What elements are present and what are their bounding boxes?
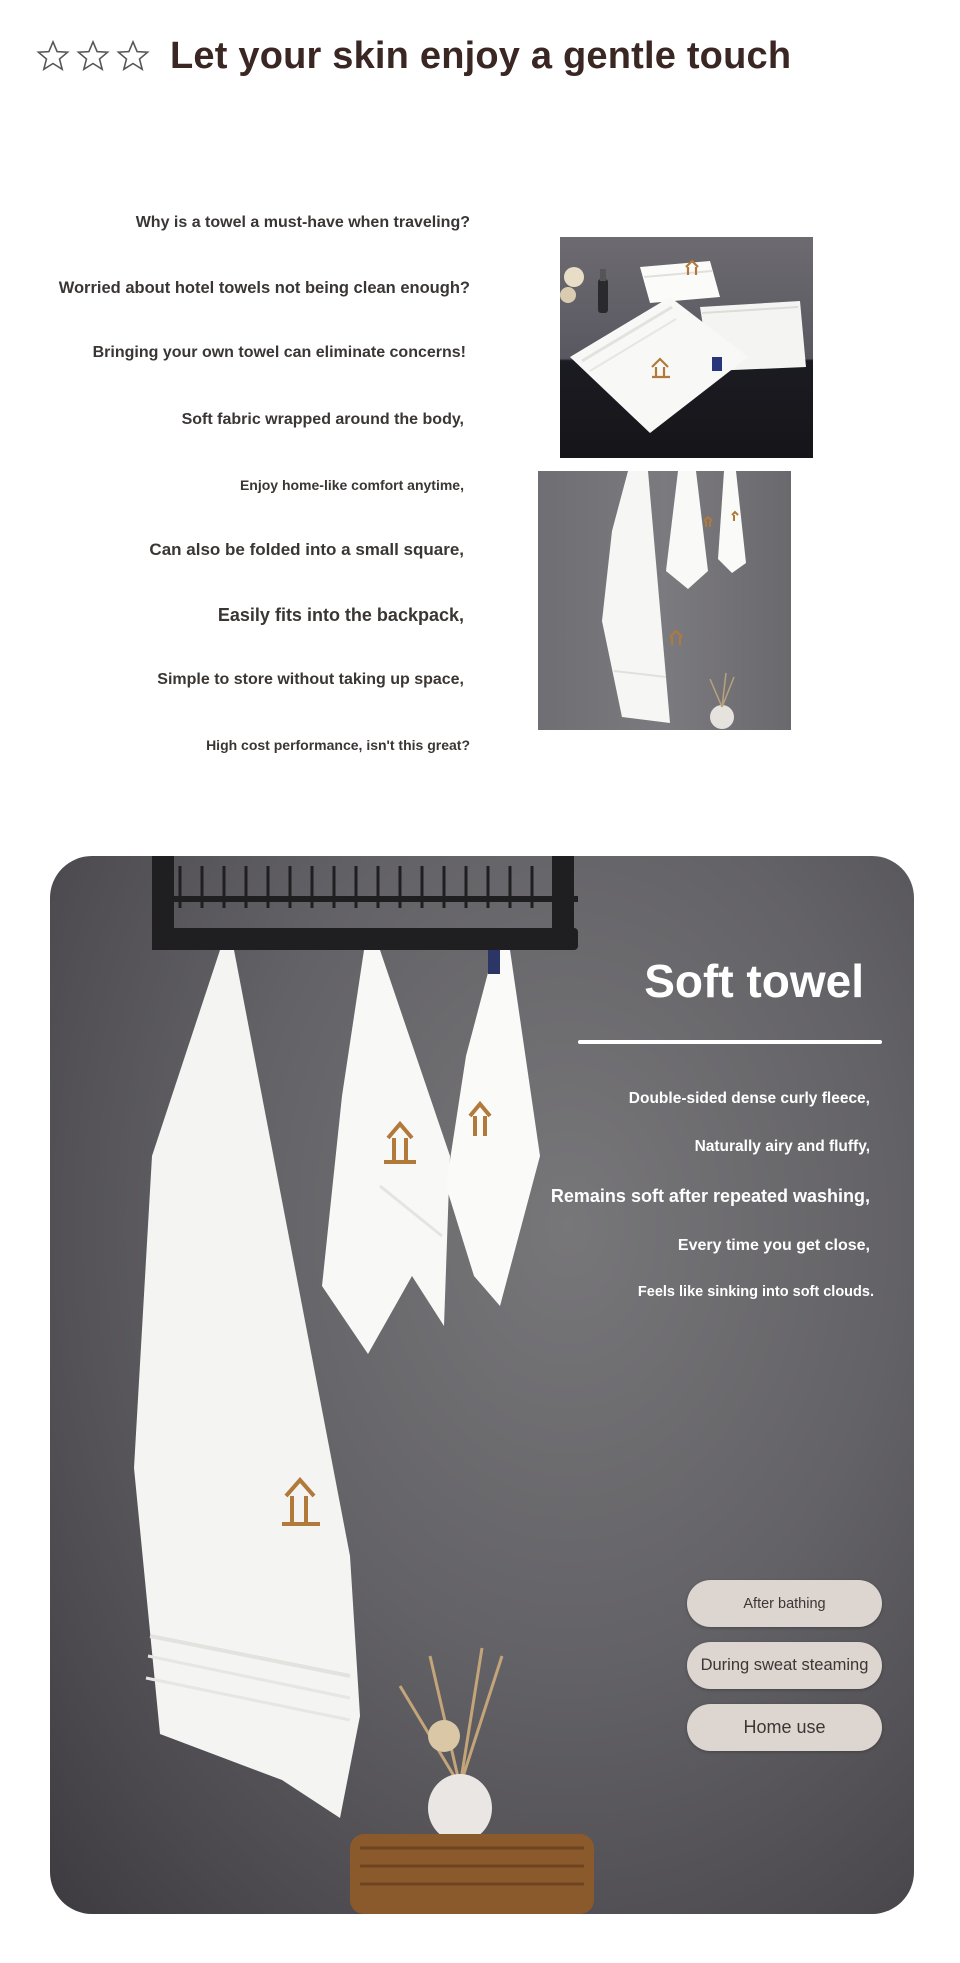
star-outline-icon: [36, 39, 70, 73]
star-outline-icon: [116, 39, 150, 73]
use-case-home-use: Home use: [687, 1704, 882, 1751]
intro-line: High cost performance, isn't this great?: [206, 737, 470, 753]
hero-title: Soft towel: [644, 955, 864, 1007]
page-title: Let your skin enjoy a gentle touch: [170, 34, 792, 77]
intro-line: Bringing your own towel can eliminate concerns!: [92, 344, 466, 361]
intro-line: Can also be folded into a small square,: [149, 540, 464, 559]
intro-line: Simple to store without taking up space,: [157, 671, 464, 688]
use-case-sweat-steaming: During sweat steaming: [687, 1642, 882, 1689]
intro-line: Enjoy home-like comfort anytime,: [239, 477, 464, 493]
hero-line: Double-sided dense curly fleece,: [628, 1090, 870, 1107]
hero-line: Naturally airy and fluffy,: [694, 1138, 870, 1155]
intro-line: Why is a towel a must-have when traveling?: [135, 214, 470, 231]
intro-line: Soft fabric wrapped around the body,: [181, 411, 464, 428]
towel-set-photo: [560, 237, 813, 458]
hanging-towels-scene: [50, 856, 914, 1914]
page-header: [36, 28, 791, 84]
star-outline-icon: [76, 39, 110, 73]
folded-towels-illustration: [560, 237, 813, 458]
hanging-towels-photo: [538, 471, 791, 730]
hero-line: Remains soft after repeated washing,: [550, 1186, 870, 1206]
hero-line: Feels like sinking into soft clouds.: [637, 1284, 874, 1300]
intro-line: Easily fits into the backpack,: [217, 605, 464, 625]
soft-towel-banner: [50, 856, 914, 1914]
use-case-after-bathing: After bathing: [687, 1580, 882, 1627]
title-divider: [578, 1040, 882, 1044]
hero-line: Every time you get close,: [677, 1237, 870, 1254]
rating-stars: [36, 39, 150, 73]
intro-line: Worried about hotel towels not being clean enough?: [58, 279, 470, 297]
hanging-towels-illustration: [538, 471, 791, 730]
